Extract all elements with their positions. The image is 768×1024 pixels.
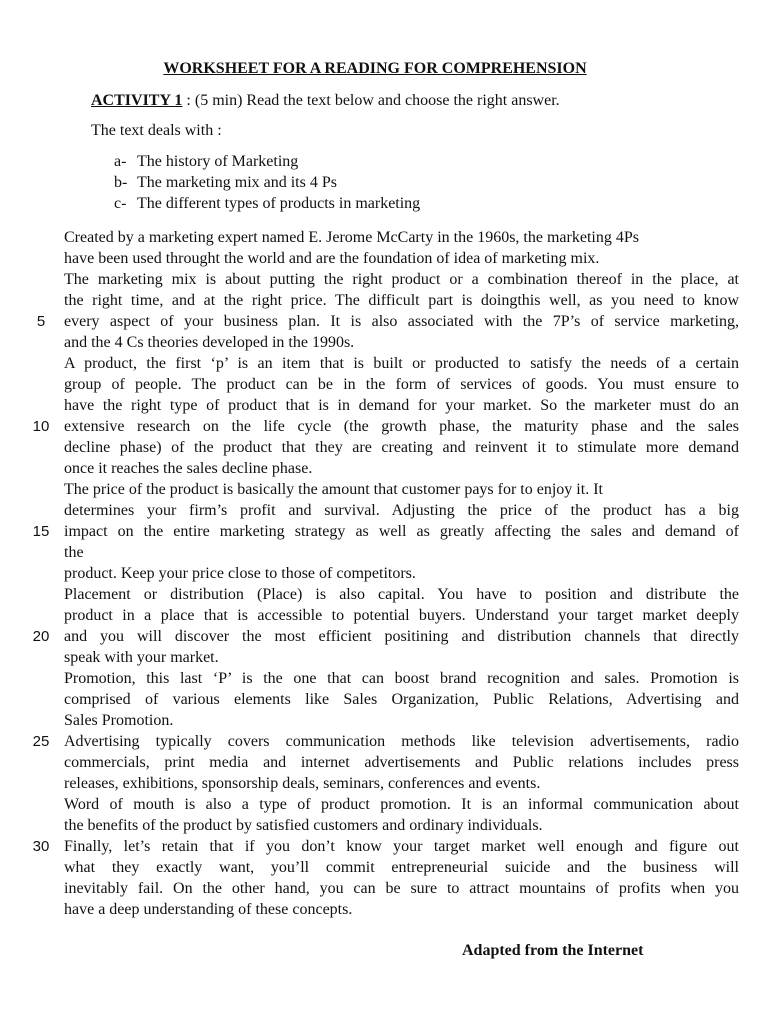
text-line: Created by a marketing expert named E. Jerome McCarty in the 1960s, the marketing 4Ps	[64, 229, 639, 246]
option-letter: a-	[114, 153, 127, 170]
text-line: decline phase) of the product that they are creating and reinvent it to stimulate more demand	[64, 439, 739, 456]
text-line: have been used throught the world and are the foundation of idea of marketing mix.	[64, 250, 600, 267]
option-letter: b-	[114, 174, 128, 191]
option-text: The different types of products in marketing	[137, 195, 421, 212]
text-line: once it reaches the sales decline phase.	[64, 460, 313, 477]
text-line: inevitably fail. On the other hand, you can be sure to attract mountains of profits when you	[64, 880, 739, 897]
question-text: The text deals with :	[91, 122, 222, 139]
text-line: the right time, and at the right price. The difficult part is doingthis well, as you need to know	[64, 292, 739, 309]
answer-option-c	[114, 195, 420, 213]
line-number: 15	[32, 523, 50, 540]
text-line: every aspect of your business plan. It is also associated with the 7P’s of service marketing,	[64, 313, 739, 330]
text-line: The price of the product is basically the amount that customer pays for to enjoy it. It	[64, 481, 603, 498]
worksheet-title: WORKSHEET FOR A READING FOR COMPREHENSION	[163, 60, 587, 77]
text-line: have a deep understanding of these concepts.	[64, 901, 353, 918]
text-line: and you will discover the most efficient positining and distribution channels that directly	[64, 628, 739, 645]
answer-option-a	[114, 153, 298, 171]
text-line: impact on the entire marketing strategy as well as greatly affecting the sales and demand of	[64, 523, 739, 540]
line-number: 30	[32, 838, 50, 855]
text-line: product. Keep your price close to those of competitors.	[64, 565, 416, 582]
text-line: speak with your market.	[64, 649, 219, 666]
text-line: extensive research on the life cycle (the growth phase, the maturity phase and the sales	[64, 418, 739, 435]
text-line: The marketing mix is about putting the right product or a combination thereof in the place, at	[64, 271, 739, 288]
text-line: Sales Promotion.	[64, 712, 174, 729]
activity-line	[91, 92, 560, 110]
line-number: 25	[32, 733, 50, 750]
text-line: Finally, let’s retain that if you don’t know your target market well enough and figure out	[64, 838, 739, 855]
text-line: releases, exhibitions, sponsorship deals, seminars, conferences and events.	[64, 775, 541, 792]
text-line: Word of mouth is also a type of product promotion. It is an informal communication about	[64, 796, 739, 813]
text-line: what they exactly want, you’ll commit entrepreneurial suicide and the business will	[64, 859, 739, 876]
text-line: the benefits of the product by satisfied customers and ordinary individuals.	[64, 817, 543, 834]
activity-instruction: : (5 min) Read the text below and choose the right answer.	[182, 92, 560, 109]
source-attribution: Adapted from the Internet	[462, 942, 644, 959]
text-line: Placement or distribution (Place) is also capital. You have to position and distribute the	[64, 586, 739, 603]
text-line: Advertising typically covers communication methods like television advertisements, radio	[64, 733, 739, 750]
text-line: group of people. The product can be in the form of services of goods. You must ensure to	[64, 376, 739, 393]
text-line: Promotion, this last ‘P’ is the one that can boost brand recognition and sales. Promotion is	[64, 670, 739, 687]
text-line: A product, the first ‘p’ is an item that is built or producted to satisfy the needs of a certain	[64, 355, 739, 372]
text-line: commercials, print media and internet advertisements and Public relations includes press	[64, 754, 739, 771]
text-line: have the right type of product that is in demand for your market. So the marketer must do an	[64, 397, 739, 414]
option-text: The history of Marketing	[137, 153, 299, 170]
text-line: determines your firm’s profit and survival. Adjusting the price of the product has a big	[64, 502, 739, 519]
answer-option-b	[114, 174, 337, 192]
line-number: 20	[32, 628, 50, 645]
text-line: comprised of various elements like Sales Organization, Public Relations, Advertising and	[64, 691, 739, 708]
text-line: the	[64, 544, 84, 561]
text-line: and the 4 Cs theories developed in the 1990s.	[64, 334, 355, 351]
line-number: 5	[36, 313, 46, 330]
option-text: The marketing mix and its 4 Ps	[137, 174, 337, 191]
line-number: 10	[32, 418, 50, 435]
text-line: product in a place that is accessible to potential buyers. Understand your target market deeply	[64, 607, 739, 624]
option-letter: c-	[114, 195, 127, 212]
activity-label: ACTIVITY 1	[91, 92, 183, 109]
